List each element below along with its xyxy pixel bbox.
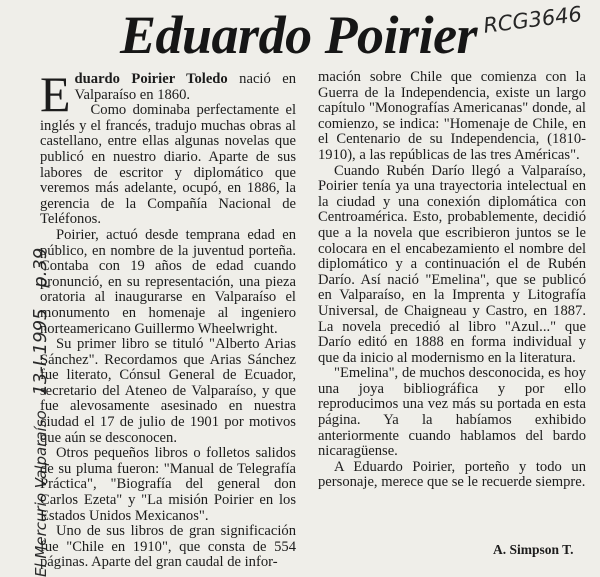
handwritten-page: p.39 <box>30 247 51 288</box>
body-paragraph: Otros pequeños libros o folletos salidos de su pluma fueron: "Manual de Telegrafía Práctica", "Biografía del general don Carlos Ezeta" y "La misión Poirier en los Estados Unidos Mexicanos". <box>40 445 296 524</box>
handwritten-reference-code: RCG3646 <box>482 1 584 38</box>
body-paragraph: Uno de sus libros de gran significación fue "Chile en 1910", que consta de 554 páginas. Aparte del gran caudal de infor- <box>40 523 296 571</box>
article-column-right <box>318 70 586 491</box>
article-column-left <box>40 66 296 571</box>
body-paragraph: Poirier, actuó desde temprana edad en público, en nombre de la juventud porteña. Contaba con 19 años de edad cuando pronunció, en su representación, una pieza oratoria al inaugurarse en Valparaíso el monumento en homenaje al ingeniero norteamericano Guillermo Wheelwright. <box>40 226 296 337</box>
body-paragraph: A Eduardo Poirier, porteño y todo un personaje, merece que se le recuerde siempre. <box>318 458 586 491</box>
body-paragraph: Su primer libro se tituló "Alberto Arias Sánchez". Recordamos que Arias Sánchez fue literato, Cónsul General de Ecuador, secretario del Ateneo de Valparaíso, y que fue alevosamente asesinado en nuestra ciudad el 17 de julio de 1901 por motivos que aún se desconocen. <box>40 336 296 446</box>
handwritten-source: El Mercurio Valparaíso <box>32 410 50 577</box>
body-paragraph: mación sobre Chile que comienza con la Guerra de la Independencia, existe un largo capítulo "Monografías Americanas" donde, al comienzo, se indica: "Homenaje de Chile, en el Centenario de su Independencia, (1810-1910), a las repúblicas de las tres Américas". <box>318 69 586 163</box>
handwritten-date: 13-I-1995 <box>30 308 51 396</box>
lead-text: nació en Valparaíso en 1860. <box>74 71 296 103</box>
body-paragraph: "Emelina", de muchos desconocida, es hoy una joya bibliográfica y por ello reproducimos una vez más su portada en esta página. Ya la habíamos exhibido anteriormente cuando hablamos del bardo nicaragüense. <box>318 365 586 460</box>
lead-name: duardo Poirier Toledo <box>74 71 228 87</box>
author-signature: A. Simpson T. <box>493 542 574 557</box>
body-paragraph: Cuando Rubén Darío llegó a Valparaíso, Poirier tenía ya una trayectoria intelectual en la ciudad y una conexión diplomática con Centroamérica. Esto, probablemente, decidió que a la novela que escribieron juntos se le colocara en el encabezamiento el nombre del diplomático y a continuación el de Rubén Darío. Así nació "Emelina", que se publicó en Valparaíso, en la Imprenta y Litografía Universal, de Chaigneau y Castro, en 1887. La novela precedió al libro "Azul..." que Darío editó en 1888 en forma individual y que da inicio al modernismo en la literatura. <box>318 162 586 366</box>
drop-cap: E <box>40 66 71 122</box>
article-headline: Eduardo Poirier <box>120 5 478 65</box>
body-paragraph: Como dominaba perfectamente el inglés y el francés, tradujo muchas obras al castellano, entre ellas algunas novelas que publicó en nuestro diario. Aparte de sus labores de escritor y diplomático que veremos más adelante, ocupó, en 1886, la gerencia de la Compañía Nacional de Teléfonos. <box>40 102 296 228</box>
lead-paragraph <box>40 66 296 122</box>
